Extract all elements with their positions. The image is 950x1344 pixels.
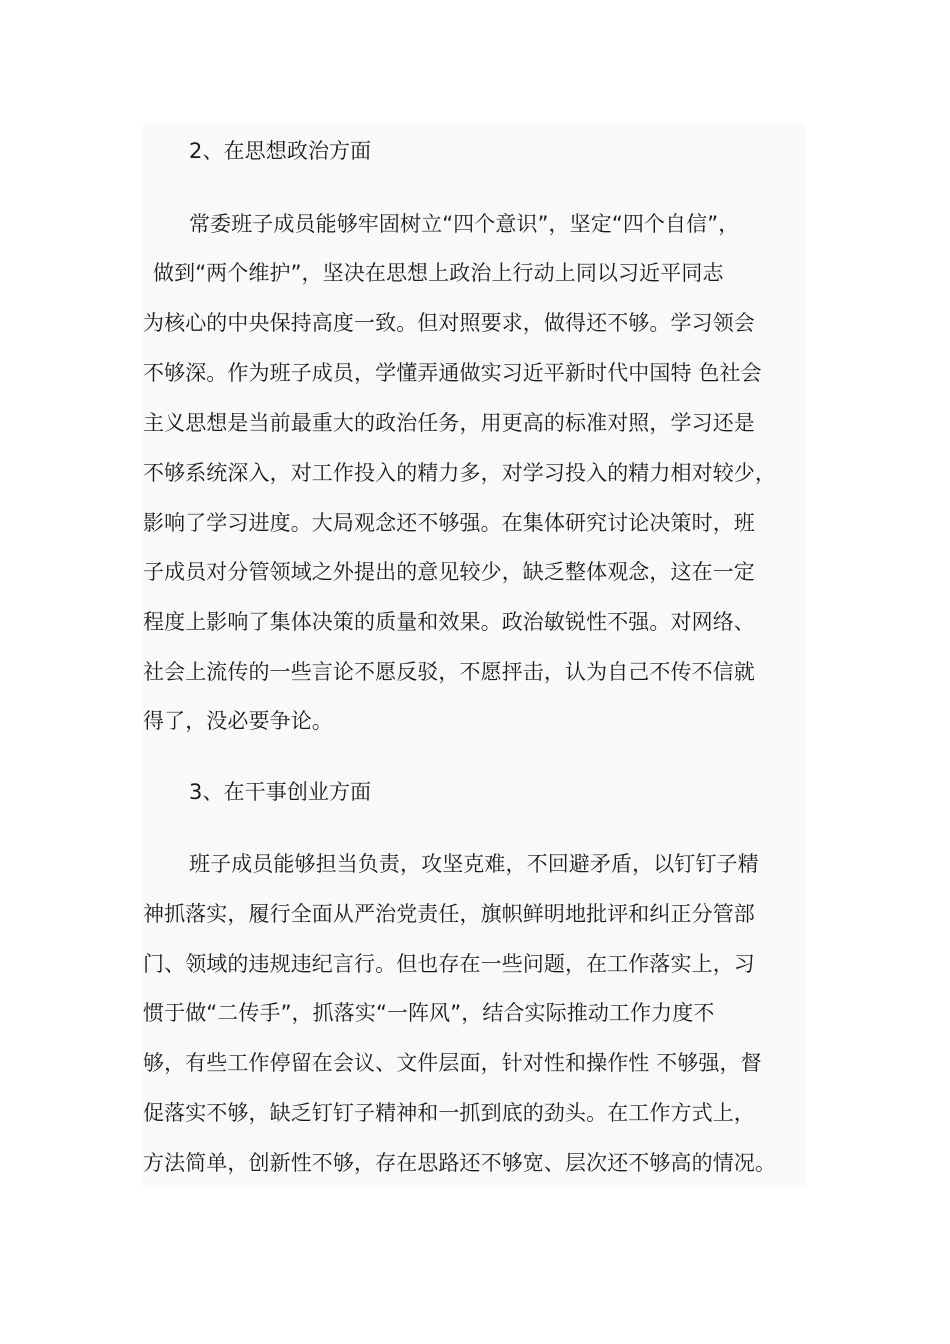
paragraph-line: 主义思想是当前最重大的政治任务，用更高的标准对照，学习还是 <box>143 411 755 435</box>
paragraph-line: 常委班子成员能够牢固树立“四个意识”，坚定“四个自信”， <box>189 212 740 236</box>
paragraph-line: 不够深。作为班子成员，学懂弄通做实习近平新时代中国特 色社会 <box>143 361 762 385</box>
paragraph-line: 社会上流传的一些言论不愿反驳，不愿抨击，认为自己不传不信就 <box>143 660 755 684</box>
section-heading: 2、在思想政治方面 <box>189 139 372 163</box>
paragraph-line: 得了，没必要争论。 <box>143 709 333 733</box>
document-text-block <box>143 124 806 1187</box>
paragraph-line: 够，有些工作停留在会议、文件层面，针对性和操作性 不够强，督 <box>143 1051 762 1075</box>
paragraph-line: 班子成员能够担当负责，攻坚克难，不回避矛盾，以钉钉子精 <box>189 852 759 876</box>
paragraph-line: 影响了学习进度。大局观念还不够强。在集体研究讨论决策时，班 <box>143 511 755 535</box>
paragraph-line: 程度上影响了集体决策的质量和效果。政治敏锐性不强。对网络、 <box>143 610 755 634</box>
paragraph-line: 门、领域的违规违纪言行。但也存在一些问题，在工作落实上，习 <box>143 952 755 976</box>
paragraph-line: 做到“两个维护”，坚决在思想上政治上行动上同以习近平同志 <box>153 261 724 285</box>
paragraph-line: 促落实不够，缺乏钉钉子精神和一抓到底的劲头。在工作方式上， <box>143 1101 755 1125</box>
paragraph-line: 为核心的中央保持高度一致。但对照要求，做得还不够。学习领会 <box>143 311 755 335</box>
paragraph-line: 不够系统深入，对工作投入的精力多，对学习投入的精力相对较少， <box>143 461 776 485</box>
paragraph-line: 神抓落实，履行全面从严治党责任，旗帜鲜明地批评和纠正分管部 <box>143 902 755 926</box>
paragraph-line: 方法简单，创新性不够，存在思路还不够宽、层次还不够高的情况。 <box>143 1151 776 1175</box>
paragraph-line: 子成员对分管领域之外提出的意见较少，缺乏整体观念，这在一定 <box>143 560 755 584</box>
paragraph-line: 惯于做“二传手”，抓落实“一阵风”，结合实际推动工作力度不 <box>143 1001 715 1025</box>
section-heading: 3、在干事创业方面 <box>189 780 372 804</box>
